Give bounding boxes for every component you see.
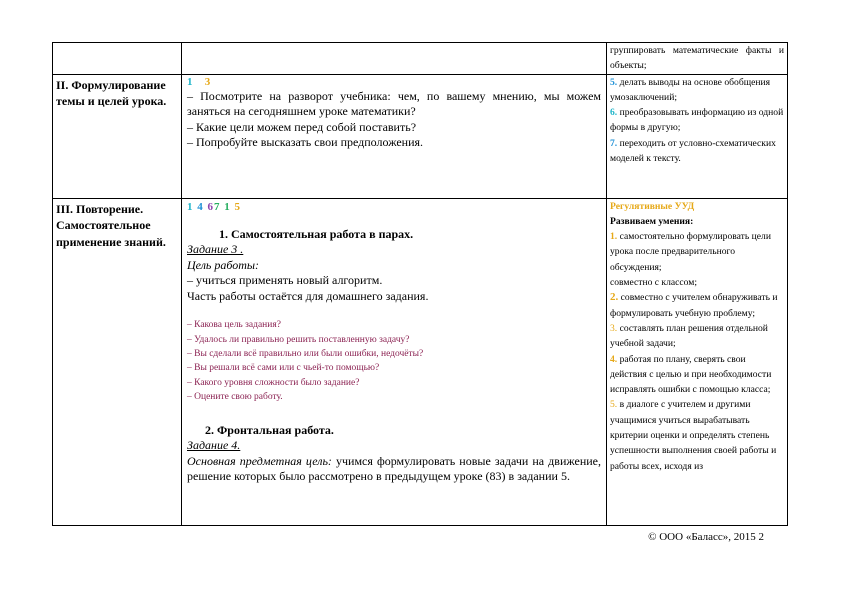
question: – Оцените свою работу. xyxy=(187,392,283,403)
activity-line: – Попробуйте высказать свои предположения. xyxy=(187,135,424,150)
goal-line: Часть работы остаётся для домашнего задания. xyxy=(187,288,429,303)
skill-item: 6. преобразовывать информацию из одной формы в другую; xyxy=(610,107,784,134)
step-number: 4 xyxy=(197,200,204,213)
lesson-table xyxy=(52,42,788,526)
stage-cell xyxy=(53,43,182,75)
goal-line: – учиться применять новый алгоритм. xyxy=(187,273,383,288)
activity-cell xyxy=(182,198,607,525)
task-label: Задание 3 . xyxy=(187,242,244,257)
step-number: 3 xyxy=(204,75,212,88)
stage-title: II. Формулирование темы и целей урока. xyxy=(56,77,167,109)
question: – Удалось ли правильно решить поставленную задачу? xyxy=(187,334,410,345)
activity-line: – Посмотрите на разворот учебника: чем, по вашему мнению, мы можем заняться на сегодняшнем уроке математики? xyxy=(187,88,601,119)
table-row xyxy=(53,198,788,525)
section-heading: 2. Фронтальная работа. xyxy=(205,422,334,437)
skills-title: Регулятивные УУД xyxy=(610,200,695,212)
table-row xyxy=(53,74,788,198)
skill-item: 5. в диалоге с учителем и другими учащимися учиться вырабатывать критерии оценки и определять степень успешности выполнения своей работы и работы всех, исходя из xyxy=(610,399,777,472)
question: – Какова цель задания? xyxy=(187,320,281,331)
activity-line: – Какие цели можем перед собой поставить? xyxy=(187,119,417,134)
skill-item: 7. переходить от условно-схематических моделей к тексту. xyxy=(610,137,776,165)
step-number: 1 xyxy=(187,200,194,213)
step-number: 7 xyxy=(214,200,221,213)
skills-cell xyxy=(607,74,788,198)
step-number: 1 xyxy=(187,75,194,88)
stage-cell xyxy=(53,74,182,198)
skills-subtitle: Развиваем умения: xyxy=(610,215,694,227)
skill-item: совместно с классом; xyxy=(610,277,697,289)
skill-item: 3. составлять план решения отдельной учебной задачи; xyxy=(610,322,768,350)
skills-cell xyxy=(607,43,788,75)
step-number: 1 xyxy=(224,200,231,213)
stage-cell xyxy=(53,198,182,525)
reflection-questions xyxy=(187,318,601,404)
section-heading: 1. Самостоятельная работа в парах. xyxy=(219,226,414,241)
step-numbers xyxy=(187,75,601,89)
skill-item: 2. совместно с учителем обнаруживать и формулировать учебную проблему; xyxy=(610,291,778,319)
task-label: Задание 4. xyxy=(187,438,241,453)
activity-cell xyxy=(182,43,607,75)
step-number: 6 xyxy=(207,200,214,213)
skill-item: 1. самостоятельно формулировать цели урока после предварительного обсуждения; xyxy=(610,231,771,273)
question: – Вы решали всё сами или с чьей-то помощью? xyxy=(187,363,380,374)
skill-text: группировать математические факты и объекты; xyxy=(610,45,784,72)
question: – Вы сделали всё правильно или были ошибки, недочёты? xyxy=(187,348,424,359)
skill-item: 4. работая по плану, сверять свои действия с целью и при необходимости исправлять ошибки с помощью класса; xyxy=(610,353,772,396)
skill-item: 5. делать выводы на основе обобщения умозаключений; xyxy=(610,76,771,103)
question: – Какого уровня сложности было задание? xyxy=(187,377,360,388)
activity-cell xyxy=(182,74,607,198)
copyright-footer: © ООО «Баласс», 2015 2 xyxy=(648,531,764,543)
step-numbers xyxy=(187,200,601,214)
main-goal: Основная предметная цель: учимся формулировать новые задачи на движение, решение которых было рассмотрено в предыдущем уроке (83) в задании 5. xyxy=(187,453,601,484)
table-row xyxy=(53,43,788,75)
stage-title: III. Повторение. Самостоятельное применение знаний. xyxy=(56,201,166,249)
step-number: 5 xyxy=(234,200,241,213)
goal-label: Цель работы: xyxy=(187,257,260,272)
skills-cell xyxy=(607,198,788,525)
